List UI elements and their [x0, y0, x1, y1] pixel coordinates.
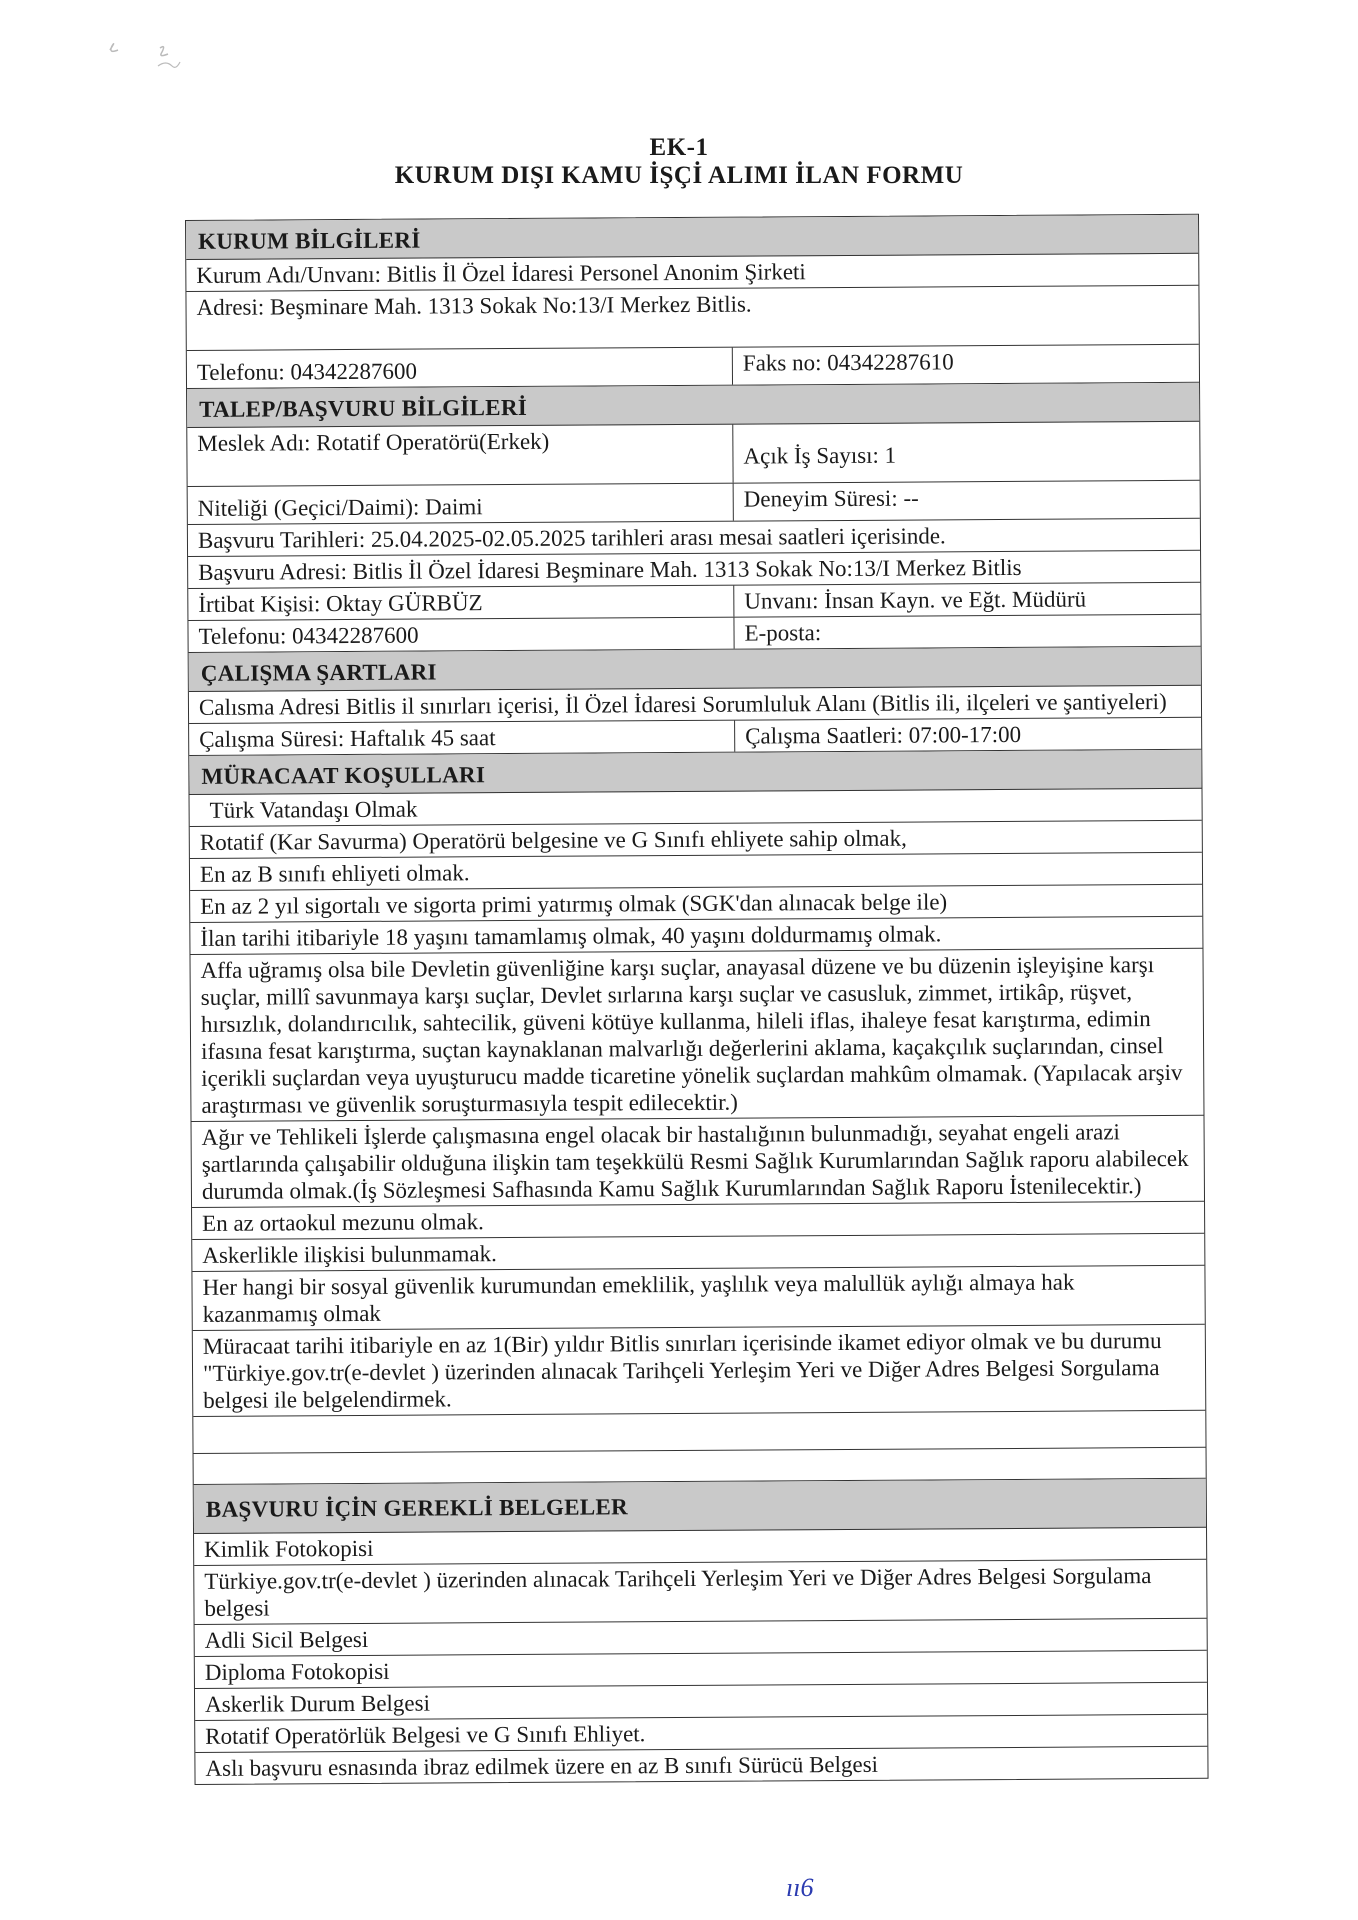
- belge-item: Türkiye.gov.tr(e-devlet ) üzerinden alınacak Tarihçeli Yerleşim Yeri ve Diğer Adres Belgesi Sorgulama belgesi: [204, 1563, 1152, 1621]
- muracaat-item: Müracaat tarihi itibariyle en az 1(Bir) yıldır Bitlis sınırları içerisinde ikamet ediyor olmak ve bu durumu "Türkiye.gov.tr(e-devlet ) üzerinden alınacak Tarihçeli Yerleşim Yeri ve Diğer Adres Belgesi Sorgulama belgesi ile belgelendirmek.: [202, 1328, 1162, 1413]
- muracaat-item: Ağır ve Tehlikeli İşlerde çalışmasına engel olacak bir hastalığının bulunmadığı, seyahat engeli arazi şartlarında çalışabilir olduğuna ilişkin tam teşekkülü Resmi Sağlık Kurumlarından Sağlık raporu alabilecek durumda olmak.(İş Sözleşmesi Safhasında Kamu Sağlık Kurumlarından Sağlık Raporu İstenilecektir.): [201, 1119, 1189, 1204]
- section-header-talep: TALEP/BAŞVURU BİLGİLERİ: [187, 383, 1199, 428]
- form-table: [185, 214, 1209, 1785]
- list-item: [193, 1325, 1206, 1417]
- calisma-suresi: Çalışma Süresi: Haftalık 45 saat: [189, 721, 735, 755]
- kurum-faks: Faks no: 04342287610: [742, 349, 954, 376]
- section-header-muracaat: MÜRACAAT KOŞULLARI: [189, 750, 1201, 795]
- belge-item: Aslı başvuru esnasında ibraz edilmek üzere en az B sınıfı Sürücü Belgesi: [205, 1751, 879, 1781]
- belge-item: Adli Sicil Belgesi: [204, 1626, 369, 1653]
- muracaat-item: En az B sınıfı ehliyeti olmak.: [199, 860, 470, 887]
- page-number-mark: [782, 1870, 852, 1904]
- muracaat-item: İlan tarihi itibariyle 18 yaşını tamamlamış olmak, 40 yaşını doldurmamış olmak.: [200, 921, 942, 951]
- muracaat-item: Her hangi bir sosyal güvenlik kurumundan emeklilik, yaşlılık veya malullük aylığı almaya hak kazanmamış olmak: [202, 1269, 1075, 1327]
- document-code: EK-1: [649, 134, 709, 161]
- nitelik: Niteliği (Geçici/Daimi): Daimi: [188, 484, 734, 524]
- corner-scribble: [100, 20, 220, 80]
- calisma-adresi: Calısma Adresi Bitlis il sınırları içerisi, İl Özel İdaresi Sorumluluk Alanı (Bitlis ili, ilçeleri ve şantiyeleri): [198, 689, 1167, 720]
- muracaat-item: Askerlikle ilişkisi bulunmamak.: [202, 1241, 497, 1268]
- muracaat-item: Rotatif (Kar Savurma) Operatörü belgesine ve G Sınıfı ehliyete sahip olmak,: [199, 825, 907, 855]
- belge-item: Rotatif Operatörlük Belgesi ve G Sınıfı Ehliyet.: [205, 1721, 646, 1749]
- muracaat-item: Türk Vatandaşı Olmak: [209, 796, 418, 823]
- form-row: [187, 422, 1199, 487]
- muracaat-item: En az 2 yıl sigortalı ve sigorta primi yatırmış olmak (SGK'dan alınacak belge ile): [200, 889, 948, 919]
- spacer-row: [193, 1411, 1205, 1454]
- kurum-adi: Kurum Adı/Unvanı: Bitlis İl Özel İdaresi Personel Anonim Şirketi: [196, 259, 806, 288]
- list-item: [195, 1747, 1207, 1784]
- page-mark-text: ıı6: [786, 1873, 814, 1902]
- belge-item: Diploma Fotokopisi: [204, 1658, 390, 1685]
- calisma-saatleri: Çalışma Saatleri: 07:00-17:00: [745, 721, 1022, 749]
- list-item: [192, 1266, 1204, 1331]
- form-row: [186, 286, 1198, 351]
- section-header-calisma: ÇALIŞMA ŞARTLARI: [189, 647, 1201, 692]
- list-item: [192, 1116, 1205, 1208]
- irtibat-kisisi: İrtibat Kişisi: Oktay GÜRBÜZ: [188, 586, 734, 620]
- list-item: [190, 949, 1203, 1122]
- form-row: [188, 481, 1200, 525]
- section-header-kurum: KURUM BİLGİLERİ: [186, 215, 1198, 260]
- meslek-adi: Meslek Adı: Rotatif Operatörü(Erkek): [187, 425, 733, 486]
- section-header-belgeler: BAŞVURU İÇİN GEREKLİ BELGELER: [194, 1479, 1206, 1534]
- muracaat-item: En az ortaokul mezunu olmak.: [202, 1209, 484, 1236]
- form-row: [187, 345, 1199, 389]
- acik-is-sayisi: Açık İş Sayısı: 1: [743, 442, 897, 469]
- irtibat-unvan: Unvanı: İnsan Kayn. ve Eğt. Müdürü: [744, 586, 1087, 614]
- eposta: E-posta:: [744, 620, 822, 646]
- basvuru-adresi: Başvuru Adresi: Bitlis İl Özel İdaresi Beşminare Mah. 1313 Sokak No:13/I Merkez Bitlis: [198, 554, 1022, 585]
- deneyim-suresi: Deneyim Süresi: --: [743, 485, 919, 512]
- talep-telefon: Telefonu: 04342287600: [188, 618, 734, 652]
- kurum-adres: Adresi: Beşminare Mah. 1313 Sokak No:13/I Merkez Bitlis.: [196, 291, 752, 320]
- list-item: [194, 1560, 1206, 1625]
- kurum-telefon: Telefonu: 04342287600: [187, 348, 733, 388]
- belge-item: Askerlik Durum Belgesi: [204, 1690, 430, 1717]
- belge-item: Kimlik Fotokopisi: [204, 1535, 374, 1562]
- document-title: KURUM DIŞI KAMU İŞÇİ ALIMI İLAN FORMU: [394, 162, 964, 189]
- basvuru-tarihleri: Başvuru Tarihleri: 25.04.2025-02.05.2025 tarihleri arası mesai saatleri içerisinde.: [197, 523, 946, 553]
- muracaat-item: Affa uğramış olsa bile Devletin güvenliğine karşı suçlar, anayasal düzene ve bu düzenin işleyişine karşı suçlar, millî savunmaya karşı suçlar, Devlet sırlarına karşı suçlar ve casusluk, zimmet, irtikâp, rüşvet, hırsızlık, dolandırıcılık, sahtecilik, güveni kötüye kullanma, hileli iflas, ihaleye fesat karıştırma, edimin ifasına fesat karıştırma, suçtan kaynaklanan malvarlığı değerlerini aklama, kaçakçılık suçlarından, cinsel içerikli suçlardan veya uyuşturucu madde ticaretine yönelik suçlardan mahkûm olmamak. (Yapılacak arşiv araştırması ve güvenlik soruşturmasıyla tespit edilecektir.): [200, 952, 1183, 1118]
